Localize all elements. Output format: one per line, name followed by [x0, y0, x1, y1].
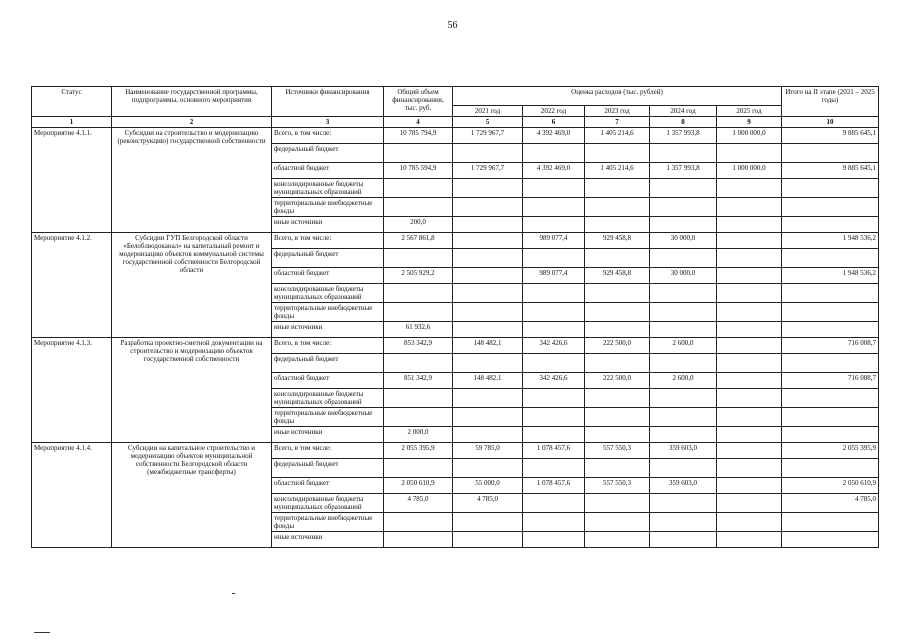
total-volume-cell [384, 354, 453, 373]
year-2023-cell [585, 144, 650, 163]
total-volume-cell: 2 505 929,2 [384, 268, 453, 284]
year-2022-cell [523, 532, 585, 548]
year-2024-cell [650, 513, 717, 532]
year-2022-cell [523, 303, 585, 322]
year-2024-cell: 1 357 993,8 [650, 128, 717, 144]
funding-source: федеральный бюджет [272, 249, 384, 268]
year-2025-cell [717, 198, 782, 217]
year-2024-cell [650, 198, 717, 217]
funding-source: территориальные внебюджетные фонды [272, 198, 384, 217]
stage-total-cell [782, 427, 879, 443]
year-2021-cell [453, 389, 523, 408]
year-2024-cell [650, 389, 717, 408]
header-year: 2025 год [717, 106, 782, 117]
table-row [32, 338, 879, 354]
year-2022-cell [523, 389, 585, 408]
year-2023-cell: 1 405 214,6 [585, 128, 650, 144]
year-2022-cell: 4 392 469,0 [523, 128, 585, 144]
year-2023-cell: 929 458,8 [585, 233, 650, 249]
year-2025-cell [717, 494, 782, 513]
year-2024-cell [650, 303, 717, 322]
year-2022-cell [523, 179, 585, 198]
total-volume-cell [384, 389, 453, 408]
year-2023-cell [585, 303, 650, 322]
year-2021-cell: 148 482,1 [453, 373, 523, 389]
year-2025-cell [717, 303, 782, 322]
funding-source: иные источники [272, 532, 384, 548]
year-2025-cell [717, 389, 782, 408]
column-number: 7 [585, 117, 650, 128]
year-2022-cell: 989 077,4 [523, 233, 585, 249]
stage-total-cell [782, 217, 879, 233]
year-2023-cell: 1 405 214,6 [585, 163, 650, 179]
year-2025-cell [717, 322, 782, 338]
year-2024-cell [650, 354, 717, 373]
measure-status: Мероприятие 4.1.4. [32, 443, 112, 548]
year-2022-cell [523, 217, 585, 233]
measure-status: Мероприятие 4.1.2. [32, 233, 112, 338]
year-2025-cell [717, 427, 782, 443]
total-volume-cell [384, 513, 453, 532]
funding-source: федеральный бюджет [272, 459, 384, 478]
year-2022-cell: 989 077,4 [523, 268, 585, 284]
year-2024-cell: 2 600,0 [650, 373, 717, 389]
year-2023-cell [585, 459, 650, 478]
total-volume-cell: 10 785 794,9 [384, 128, 453, 144]
header-status: Статус [32, 87, 112, 117]
stage-total-cell: 716 008,7 [782, 373, 879, 389]
funding-source: федеральный бюджет [272, 354, 384, 373]
stage-total-cell: 4 785,0 [782, 494, 879, 513]
year-2021-cell [453, 532, 523, 548]
year-2024-cell [650, 532, 717, 548]
header-estimate: Оценка расходов (тыс. рублей) [453, 87, 782, 106]
total-volume-cell [384, 249, 453, 268]
year-2021-cell [453, 427, 523, 443]
header-sources: Источники финансирования [272, 87, 384, 117]
year-2024-cell: 359 603,0 [650, 478, 717, 494]
year-2022-cell: 1 078 457,6 [523, 443, 585, 459]
total-volume-cell: 4 785,0 [384, 494, 453, 513]
header-year: 2024 год [650, 106, 717, 117]
year-2021-cell [453, 354, 523, 373]
year-2025-cell [717, 233, 782, 249]
year-2021-cell [453, 198, 523, 217]
year-2023-cell [585, 427, 650, 443]
stage-total-cell [782, 198, 879, 217]
measure-name: Субсидии ГУП Белгородской области «Белоблводоканал» на капитальный ремонт и модернизацию объектов коммунальной системы государственной собственности Белгородской области [112, 233, 272, 338]
column-number: 8 [650, 117, 717, 128]
total-volume-cell [384, 532, 453, 548]
table-header [32, 87, 879, 128]
table-row [32, 233, 879, 249]
stage-total-cell [782, 303, 879, 322]
year-2025-cell [717, 513, 782, 532]
year-2024-cell [650, 408, 717, 427]
measure-name: Субсидии на капитальное строительство и модернизацию объектов муниципальной собственности Белгородской области (межбюджетные трансферты) [112, 443, 272, 548]
stage-total-cell: 2 055 395,9 [782, 443, 879, 459]
year-2025-cell [717, 284, 782, 303]
year-2025-cell [717, 373, 782, 389]
header-name: Наименование государственной программы, подпрограммы, основного мероприятия [112, 87, 272, 117]
year-2022-cell [523, 427, 585, 443]
year-2024-cell: 30 000,0 [650, 233, 717, 249]
year-2023-cell [585, 494, 650, 513]
funding-source: территориальные внебюджетные фонды [272, 303, 384, 322]
year-2022-cell [523, 144, 585, 163]
column-number-row [32, 117, 879, 128]
total-volume-cell: 10 785 594,9 [384, 163, 453, 179]
table-row [32, 128, 879, 144]
year-2024-cell [650, 427, 717, 443]
year-2024-cell: 359 603,0 [650, 443, 717, 459]
scan-mark [232, 593, 235, 594]
stage-total-cell [782, 532, 879, 548]
measure-status: Мероприятие 4.1.1. [32, 128, 112, 233]
stage-total-cell: 2 050 610,9 [782, 478, 879, 494]
measure-status: Мероприятие 4.1.3. [32, 338, 112, 443]
year-2024-cell [650, 179, 717, 198]
year-2021-cell [453, 459, 523, 478]
year-2025-cell [717, 338, 782, 354]
total-volume-cell: 851 342,9 [384, 373, 453, 389]
year-2024-cell: 1 357 993,8 [650, 163, 717, 179]
year-2023-cell [585, 408, 650, 427]
funding-source: федеральный бюджет [272, 144, 384, 163]
stage-total-cell [782, 459, 879, 478]
stage-total-cell: 716 008,7 [782, 338, 879, 354]
total-volume-cell: 2 050 610,9 [384, 478, 453, 494]
funding-source: территориальные внебюджетные фонды [272, 513, 384, 532]
funding-source: Всего, в том числе: [272, 443, 384, 459]
year-2022-cell: 342 426,6 [523, 338, 585, 354]
total-volume-cell: 2 055 395,9 [384, 443, 453, 459]
year-2021-cell [453, 233, 523, 249]
year-2025-cell [717, 179, 782, 198]
total-volume-cell: 853 342,9 [384, 338, 453, 354]
funding-source: иные источники [272, 217, 384, 233]
stage-total-cell: 1 948 536,2 [782, 268, 879, 284]
year-2021-cell [453, 179, 523, 198]
year-2025-cell [717, 354, 782, 373]
year-2025-cell: 1 000 000,0 [717, 163, 782, 179]
stage-total-cell: 1 948 536,2 [782, 233, 879, 249]
year-2024-cell [650, 494, 717, 513]
column-number: 5 [453, 117, 523, 128]
table-body [32, 128, 879, 548]
year-2021-cell: 55 000,0 [453, 478, 523, 494]
total-volume-cell [384, 144, 453, 163]
header-year: 2022 год [523, 106, 585, 117]
year-2021-cell [453, 284, 523, 303]
funding-source: консолидированные бюджеты муниципальных образований [272, 284, 384, 303]
year-2022-cell [523, 284, 585, 303]
year-2022-cell [523, 459, 585, 478]
column-number: 1 [32, 117, 112, 128]
total-volume-cell: 61 932,6 [384, 322, 453, 338]
stage-total-cell [782, 389, 879, 408]
year-2023-cell: 557 550,3 [585, 443, 650, 459]
year-2025-cell [717, 459, 782, 478]
total-volume-cell [384, 408, 453, 427]
year-2021-cell [453, 322, 523, 338]
total-volume-cell: 200,0 [384, 217, 453, 233]
year-2021-cell [453, 249, 523, 268]
total-volume-cell: 2 567 861,8 [384, 233, 453, 249]
year-2021-cell [453, 268, 523, 284]
year-2022-cell [523, 494, 585, 513]
funding-source: консолидированные бюджеты муниципальных образований [272, 389, 384, 408]
stage-total-cell [782, 408, 879, 427]
column-number: 6 [523, 117, 585, 128]
year-2025-cell [717, 408, 782, 427]
year-2024-cell [650, 144, 717, 163]
year-2022-cell [523, 513, 585, 532]
year-2021-cell: 4 785,0 [453, 494, 523, 513]
year-2021-cell: 59 785,0 [453, 443, 523, 459]
year-2021-cell [453, 217, 523, 233]
year-2023-cell [585, 513, 650, 532]
year-2022-cell [523, 408, 585, 427]
header-stage-total: Итого на II этапе (2021 – 2025 годы) [782, 87, 879, 117]
year-2025-cell [717, 144, 782, 163]
stage-total-cell [782, 144, 879, 163]
stage-total-cell: 9 885 645,1 [782, 128, 879, 144]
year-2025-cell [717, 268, 782, 284]
column-number: 3 [272, 117, 384, 128]
year-2023-cell [585, 198, 650, 217]
year-2025-cell: 1 000 000,0 [717, 128, 782, 144]
year-2024-cell [650, 459, 717, 478]
year-2022-cell: 4 392 469,0 [523, 163, 585, 179]
year-2022-cell [523, 354, 585, 373]
year-2024-cell [650, 322, 717, 338]
year-2023-cell [585, 284, 650, 303]
funding-source: иные источники [272, 427, 384, 443]
year-2022-cell: 342 426,6 [523, 373, 585, 389]
year-2025-cell [717, 249, 782, 268]
total-volume-cell [384, 284, 453, 303]
year-2025-cell [717, 478, 782, 494]
header-total-volume: Общий объем финансирования, тыс. руб. [384, 87, 453, 117]
total-volume-cell [384, 303, 453, 322]
funding-source: областной бюджет [272, 163, 384, 179]
column-number: 10 [782, 117, 879, 128]
column-number: 4 [384, 117, 453, 128]
column-number: 9 [717, 117, 782, 128]
year-2024-cell: 2 600,0 [650, 338, 717, 354]
funding-source: Всего, в том числе: [272, 338, 384, 354]
year-2022-cell [523, 249, 585, 268]
stage-total-cell [782, 284, 879, 303]
funding-source: иные источники [272, 322, 384, 338]
funding-source: Всего, в том числе: [272, 128, 384, 144]
year-2025-cell [717, 532, 782, 548]
year-2022-cell [523, 198, 585, 217]
year-2021-cell [453, 144, 523, 163]
measure-name: Разработка проектно-сметной документации на строительство и модернизацию объектов государственной собственности [112, 338, 272, 443]
year-2021-cell [453, 303, 523, 322]
year-2023-cell: 222 500,0 [585, 338, 650, 354]
year-2025-cell [717, 217, 782, 233]
scan-mark [34, 632, 50, 633]
column-number: 2 [112, 117, 272, 128]
budget-table [31, 86, 879, 548]
year-2024-cell [650, 217, 717, 233]
year-2023-cell: 557 550,3 [585, 478, 650, 494]
year-2023-cell: 929 458,8 [585, 268, 650, 284]
funding-source: Всего, в том числе: [272, 233, 384, 249]
year-2021-cell [453, 513, 523, 532]
year-2023-cell [585, 532, 650, 548]
page-number: 56 [447, 20, 458, 31]
funding-source: консолидированные бюджеты муниципальных образований [272, 494, 384, 513]
header-year: 2021 год [453, 106, 523, 117]
year-2025-cell [717, 443, 782, 459]
stage-total-cell [782, 179, 879, 198]
year-2023-cell [585, 179, 650, 198]
year-2021-cell: 148 482,1 [453, 338, 523, 354]
stage-total-cell [782, 513, 879, 532]
year-2024-cell [650, 284, 717, 303]
year-2023-cell [585, 322, 650, 338]
year-2023-cell [585, 217, 650, 233]
total-volume-cell [384, 179, 453, 198]
year-2023-cell [585, 249, 650, 268]
funding-source: областной бюджет [272, 373, 384, 389]
stage-total-cell [782, 354, 879, 373]
stage-total-cell [782, 322, 879, 338]
year-2023-cell [585, 354, 650, 373]
year-2024-cell: 30 000,0 [650, 268, 717, 284]
funding-source: консолидированные бюджеты муниципальных образований [272, 179, 384, 198]
table-row [32, 443, 879, 459]
funding-source: областной бюджет [272, 268, 384, 284]
year-2021-cell: 1 729 967,7 [453, 163, 523, 179]
year-2022-cell: 1 078 457,6 [523, 478, 585, 494]
year-2023-cell: 222 500,0 [585, 373, 650, 389]
total-volume-cell [384, 459, 453, 478]
header-year: 2023 год [585, 106, 650, 117]
year-2024-cell [650, 249, 717, 268]
year-2023-cell [585, 389, 650, 408]
stage-total-cell [782, 249, 879, 268]
stage-total-cell: 9 885 645,1 [782, 163, 879, 179]
year-2022-cell [523, 322, 585, 338]
total-volume-cell [384, 198, 453, 217]
funding-source: областной бюджет [272, 478, 384, 494]
year-2021-cell: 1 729 967,7 [453, 128, 523, 144]
funding-source: территориальные внебюджетные фонды [272, 408, 384, 427]
year-2021-cell [453, 408, 523, 427]
total-volume-cell: 2 000,0 [384, 427, 453, 443]
measure-name: Субсидии на строительство и модернизацию (реконструкцию) государственной собственности [112, 128, 272, 233]
